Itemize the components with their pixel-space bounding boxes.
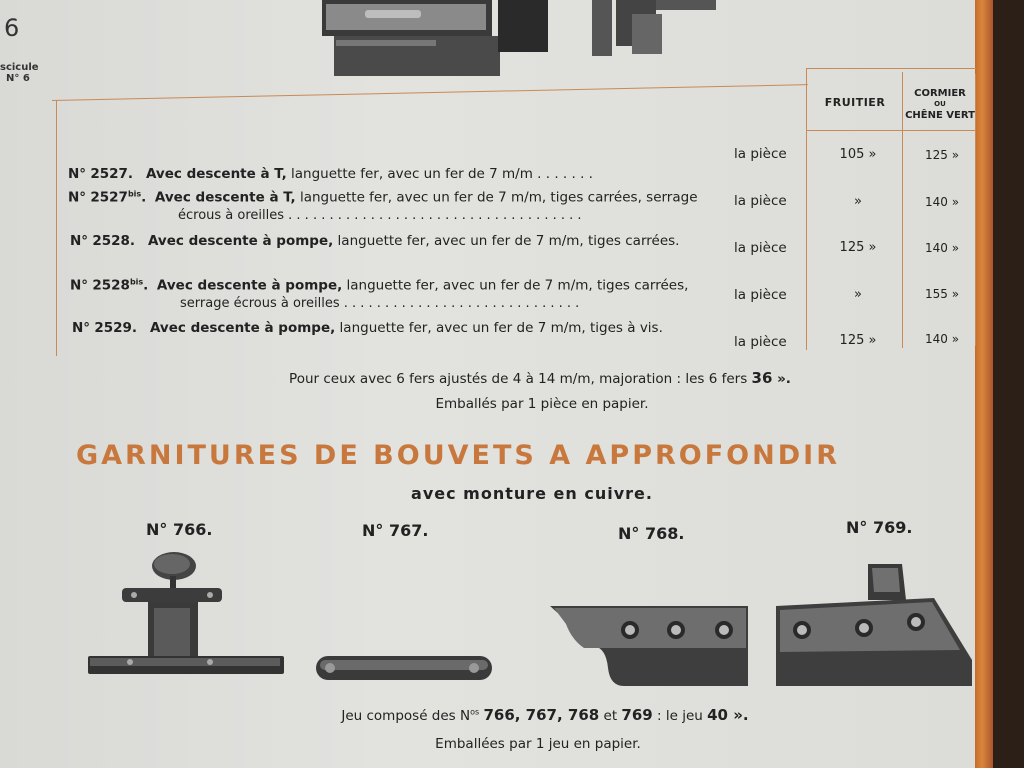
part-769-illustration — [774, 562, 974, 690]
fascicule-label — [0, 62, 39, 84]
item-label-769 — [846, 518, 912, 537]
part-767-illustration — [314, 650, 494, 686]
item-desc: languette fer, avec un fer de 7 m/m . . . . . . . — [286, 166, 593, 182]
piece-label: la pièce — [734, 240, 787, 256]
piece-label: la pièce — [734, 146, 787, 162]
price-fruitier: 105 » — [839, 147, 877, 162]
table-row — [68, 189, 698, 206]
part-768-illustration — [548, 602, 752, 694]
section-title: GARNITURES DE BOUVETS A APPROFONDIR — [76, 440, 840, 471]
item-number-prefix: N° — [68, 189, 87, 206]
header-top-rule — [806, 68, 976, 69]
column-rule-cormier — [902, 72, 903, 348]
item-label-number: 768. — [644, 524, 685, 543]
surcharge-note-text: Pour ceux avec 6 fers ajustés de 4 à 14 m/m, majoration : les 6 fers — [289, 371, 752, 387]
header-bottom-rule — [806, 130, 976, 131]
price-cormier: 155 » — [924, 287, 960, 301]
table-left-rule — [56, 100, 57, 356]
header-cormier-line1: CORMIER — [914, 88, 966, 99]
item-number-suffix: . — [143, 277, 149, 294]
set-text-pre: Jeu composé des N — [341, 708, 471, 724]
item-desc-bold: Avec descente à pompe, — [156, 277, 343, 294]
set-packing-note: Emballées par 1 jeu en papier. — [435, 736, 641, 752]
column-rule-fruitier — [806, 68, 807, 350]
item-number-sup: bis — [129, 277, 144, 286]
item-desc-bold: Avec descente à T, — [154, 189, 296, 206]
plane-illustration-top — [320, 0, 740, 80]
part-766-illustration — [86, 548, 286, 680]
item-number: 2527 — [90, 189, 128, 206]
price-fruitier: 125 » — [839, 240, 877, 255]
item-number-prefix: N° — [70, 277, 89, 294]
item-desc: languette fer, avec un fer de 7 m/m, tiges carrées, serrage — [295, 189, 698, 206]
set-text-mid: : le jeu — [652, 708, 708, 724]
surcharge-note — [0, 369, 1010, 387]
item-label-prefix: N° — [618, 524, 640, 543]
set-text-sup: os — [470, 707, 480, 717]
item-number-prefix: N° — [72, 320, 91, 336]
set-composition-note — [0, 706, 1024, 724]
price-cormier: 140 » — [924, 195, 960, 209]
set-price: 40 — [707, 706, 728, 724]
packing-note: Emballés par 1 pièce en papier. — [435, 396, 649, 412]
piece-label: la pièce — [734, 287, 787, 303]
set-numbers: 766, 767, 768 — [483, 706, 600, 724]
surcharge-note-end: ». — [772, 371, 791, 387]
item-desc-bold: Avec descente à T, — [145, 166, 287, 182]
item-label-prefix: N° — [362, 521, 384, 540]
section-subtitle: avec monture en cuivre. — [411, 484, 653, 503]
piece-label: la pièce — [734, 334, 787, 350]
item-desc-continuation: écrous à oreilles . . . . . . . . . . . . . . . . . . . . . . . . . . . . . . . . . . . . — [178, 208, 582, 223]
item-label-number: 766. — [172, 520, 213, 539]
page-number: 6 — [4, 14, 20, 42]
price-fruitier: » — [854, 194, 862, 209]
item-label-767 — [362, 521, 428, 540]
price-cormier: 140 » — [924, 332, 960, 346]
fascicule-line1: scicule — [0, 62, 39, 73]
item-label-number: 769. — [872, 518, 913, 537]
item-label-number: 767. — [388, 521, 429, 540]
price-fruitier: » — [854, 287, 862, 302]
item-number: 2529. — [94, 320, 138, 336]
price-fruitier: 125 » — [839, 333, 877, 348]
item-number-prefix: N° — [70, 233, 89, 249]
item-desc: languette fer, avec un fer de 7 m/m, tiges carrées, — [342, 277, 689, 294]
item-label-prefix: N° — [846, 518, 868, 537]
item-number-sup: bis — [127, 189, 142, 198]
item-desc-bold: Avec descente à pompe, — [149, 320, 336, 336]
set-text-et: et — [599, 708, 622, 724]
table-row — [70, 277, 688, 294]
item-number-suffix: . — [141, 189, 147, 206]
item-number-prefix: N° — [68, 166, 87, 182]
table-row — [68, 166, 593, 182]
item-number: 2528. — [92, 233, 136, 249]
item-number: 2527. — [90, 166, 134, 182]
table-row — [72, 320, 663, 336]
item-label-766 — [146, 520, 212, 539]
item-desc: languette fer, avec un fer de 7 m/m, tiges à vis. — [335, 320, 663, 336]
piece-label: la pièce — [734, 193, 787, 209]
item-label-768 — [618, 524, 684, 543]
set-last-number: 769 — [621, 706, 653, 724]
fascicule-line2: N° 6 — [6, 73, 30, 84]
price-cormier: 125 » — [924, 148, 960, 162]
set-text-end: ». — [728, 706, 749, 724]
surcharge-note-price: 36 — [751, 369, 773, 387]
header-cormier-ou: OU — [934, 100, 946, 108]
item-desc: languette fer, avec un fer de 7 m/m, tiges carrées. — [333, 233, 680, 249]
table-row — [70, 233, 679, 249]
item-desc-continuation: serrage écrous à oreilles . . . . . . . . . . . . . . . . . . . . . . . . . . . . . — [180, 296, 580, 311]
header-cormier — [904, 88, 976, 121]
item-label-prefix: N° — [146, 520, 168, 539]
header-cormier-line2: CHÊNE VERT — [905, 110, 975, 121]
price-cormier: 140 » — [924, 241, 960, 255]
item-desc-bold: Avec descente à pompe, — [147, 233, 334, 249]
header-fruitier: FRUITIER — [824, 96, 886, 109]
item-number: 2528 — [92, 277, 130, 294]
